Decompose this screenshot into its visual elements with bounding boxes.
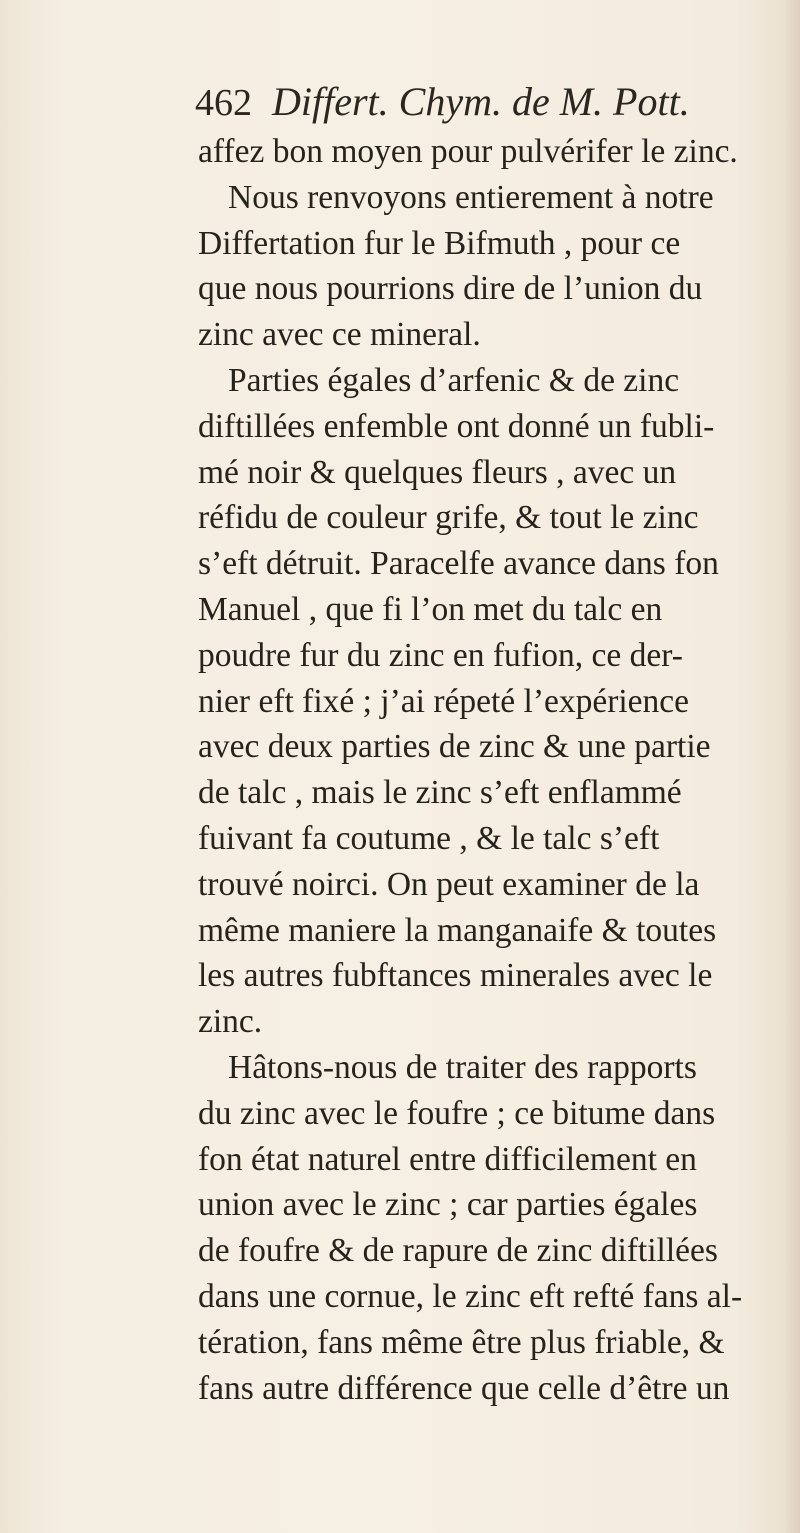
- text-line: poudre fur du zinc en fufion, ce der-: [198, 636, 683, 674]
- text-line: trouvé noirci. On peut examiner de la: [198, 865, 700, 903]
- text-line: affez bon moyen pour pulvérifer le zinc.: [198, 133, 738, 170]
- text-line: de foufre & de rapure de zinc diftillées: [198, 1232, 718, 1270]
- page-edge-shadow: [782, 0, 800, 1533]
- text-line: s’eft détruit. Paracelfe avance dans fon: [198, 545, 719, 583]
- text-line: Parties égales d’arfenic & de zinc: [228, 361, 680, 399]
- text-line: dans une cornue, le zinc eft refté fans al-: [198, 1277, 743, 1315]
- text-line: fuivant fa coutume , & le talc s’eft: [198, 819, 660, 857]
- body-text: [198, 129, 778, 1411]
- text-line: avec deux parties de zinc & une partie: [198, 728, 711, 766]
- running-title: Differt. Chym. de M. Pott.: [272, 79, 690, 124]
- text-line: mé noir & quelques fleurs , avec un: [198, 453, 677, 491]
- text-line: réfidu de couleur grife, & tout le zinc: [198, 499, 699, 537]
- text-line: Differtation fur le Bifmuth , pour ce: [198, 224, 681, 262]
- text-line: de talc , mais le zinc s’eft enflammé: [198, 774, 682, 812]
- text-line: nier eft fixé ; j’ai répeté l’expérience: [198, 682, 690, 720]
- text-line: fans autre différence que celle d’être un: [198, 1369, 730, 1407]
- text-line: Hâtons-nous de traiter des rapports: [228, 1048, 697, 1086]
- text-line: diftillées enfemble ont donné un fubli-: [198, 407, 715, 445]
- text-line: zinc.: [198, 1003, 263, 1041]
- text-line: tération, fans même être plus friable, &: [198, 1323, 725, 1361]
- text-line: union avec le zinc ; car parties égales: [198, 1186, 698, 1224]
- text-line: les autres fubftances minerales avec le: [198, 957, 713, 995]
- text-line: du zinc avec le foufre ; ce bitume dans: [198, 1094, 716, 1132]
- text-line: Nous renvoyons entierement à notre: [228, 178, 714, 216]
- text-line: même maniere la manganaife & toutes: [198, 911, 717, 949]
- text-line: zinc avec ce mineral.: [198, 316, 481, 354]
- text-line: fon état naturel entre difficilement en: [198, 1140, 697, 1178]
- text-line: Manuel , que fi l’on met du talc en: [198, 590, 663, 628]
- page-number: 462: [195, 82, 252, 124]
- text-line: que nous pourrions dire de l’union du: [198, 270, 703, 308]
- page-header: [195, 78, 755, 128]
